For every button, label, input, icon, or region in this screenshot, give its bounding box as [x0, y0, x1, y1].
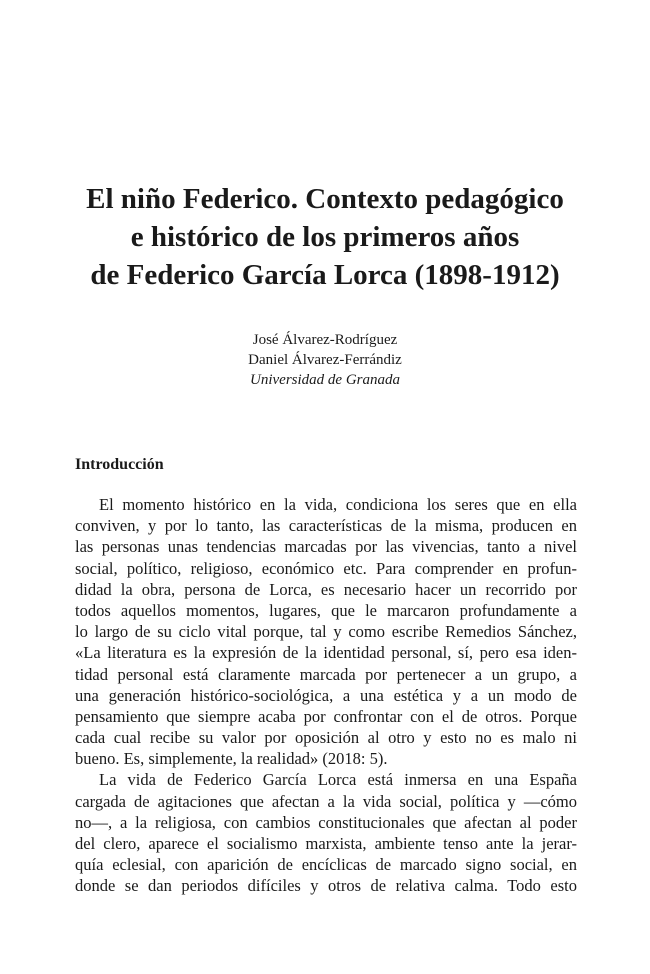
body-line: tidad personal está claramente marcada por pertenecer a un grupo, a [75, 664, 577, 684]
title-line-2: e histórico de los primeros años [130, 221, 520, 253]
body-line: conviven, y por lo tanto, las características de la misma, producen en [75, 516, 577, 536]
body-line: las personas unas tendencias marcadas por las vivencias, tanto a nivel [75, 537, 577, 557]
body-line: «La literatura es la expresión de la identidad personal, sí, pero esa iden- [75, 643, 577, 663]
author-block [175, 330, 475, 390]
author-name-1: José Álvarez-Rodríguez [252, 332, 398, 348]
body-line: cargada de agitaciones que afectan a la vida social, política y —cómo [75, 791, 577, 811]
body-line: una generación histórico-sociológica, a una estética y a un modo de [75, 685, 577, 705]
body-line: lo largo de su ciclo vital porque, tal y como escribe Remedios Sánchez, [75, 622, 577, 642]
body-line: bueno. Es, simplemente, la realidad» (2018: 5). [75, 749, 388, 769]
section-heading: Introducción [75, 456, 164, 473]
body-line: no—, a la religiosa, con cambios constitucionales que afectan al poder [75, 812, 577, 832]
body-text [75, 494, 577, 897]
title-line-1: El niño Federico. Contexto pedagógico [86, 183, 564, 215]
body-line: quía eclesial, con aparición de encíclicas de marcado signo social, en [75, 855, 577, 875]
author-affiliation: Universidad de Granada [250, 372, 400, 388]
author-name-2: Daniel Álvarez-Ferrándiz [248, 352, 402, 368]
body-line: El momento histórico en la vida, condiciona los seres que en ella [99, 495, 577, 514]
body-line: cada cual recibe su valor por oposición al otro y esto no es malo ni [75, 728, 577, 748]
chapter-title [60, 180, 590, 294]
body-line: La vida de Federico García Lorca está inmersa en una España [99, 770, 577, 790]
body-line: social, político, religioso, económico etc. Para comprender en profun- [75, 558, 577, 578]
title-line-3: de Federico García Lorca (1898-1912) [90, 259, 560, 291]
body-line: todos aquellos momentos, lugares, que le marcaron profundamente a [75, 600, 577, 620]
body-line: didad la obra, persona de Lorca, es necesario hacer un recorrido por [75, 579, 577, 599]
body-line: del clero, aparece el socialismo marxista, ambiente tenso ante la jerar- [75, 834, 577, 853]
body-line: pensamiento que siempre acaba por confrontar con el de otros. Porque [75, 706, 577, 726]
body-line: donde se dan periodos difíciles y otros de relativa calma. Todo esto [75, 876, 577, 896]
